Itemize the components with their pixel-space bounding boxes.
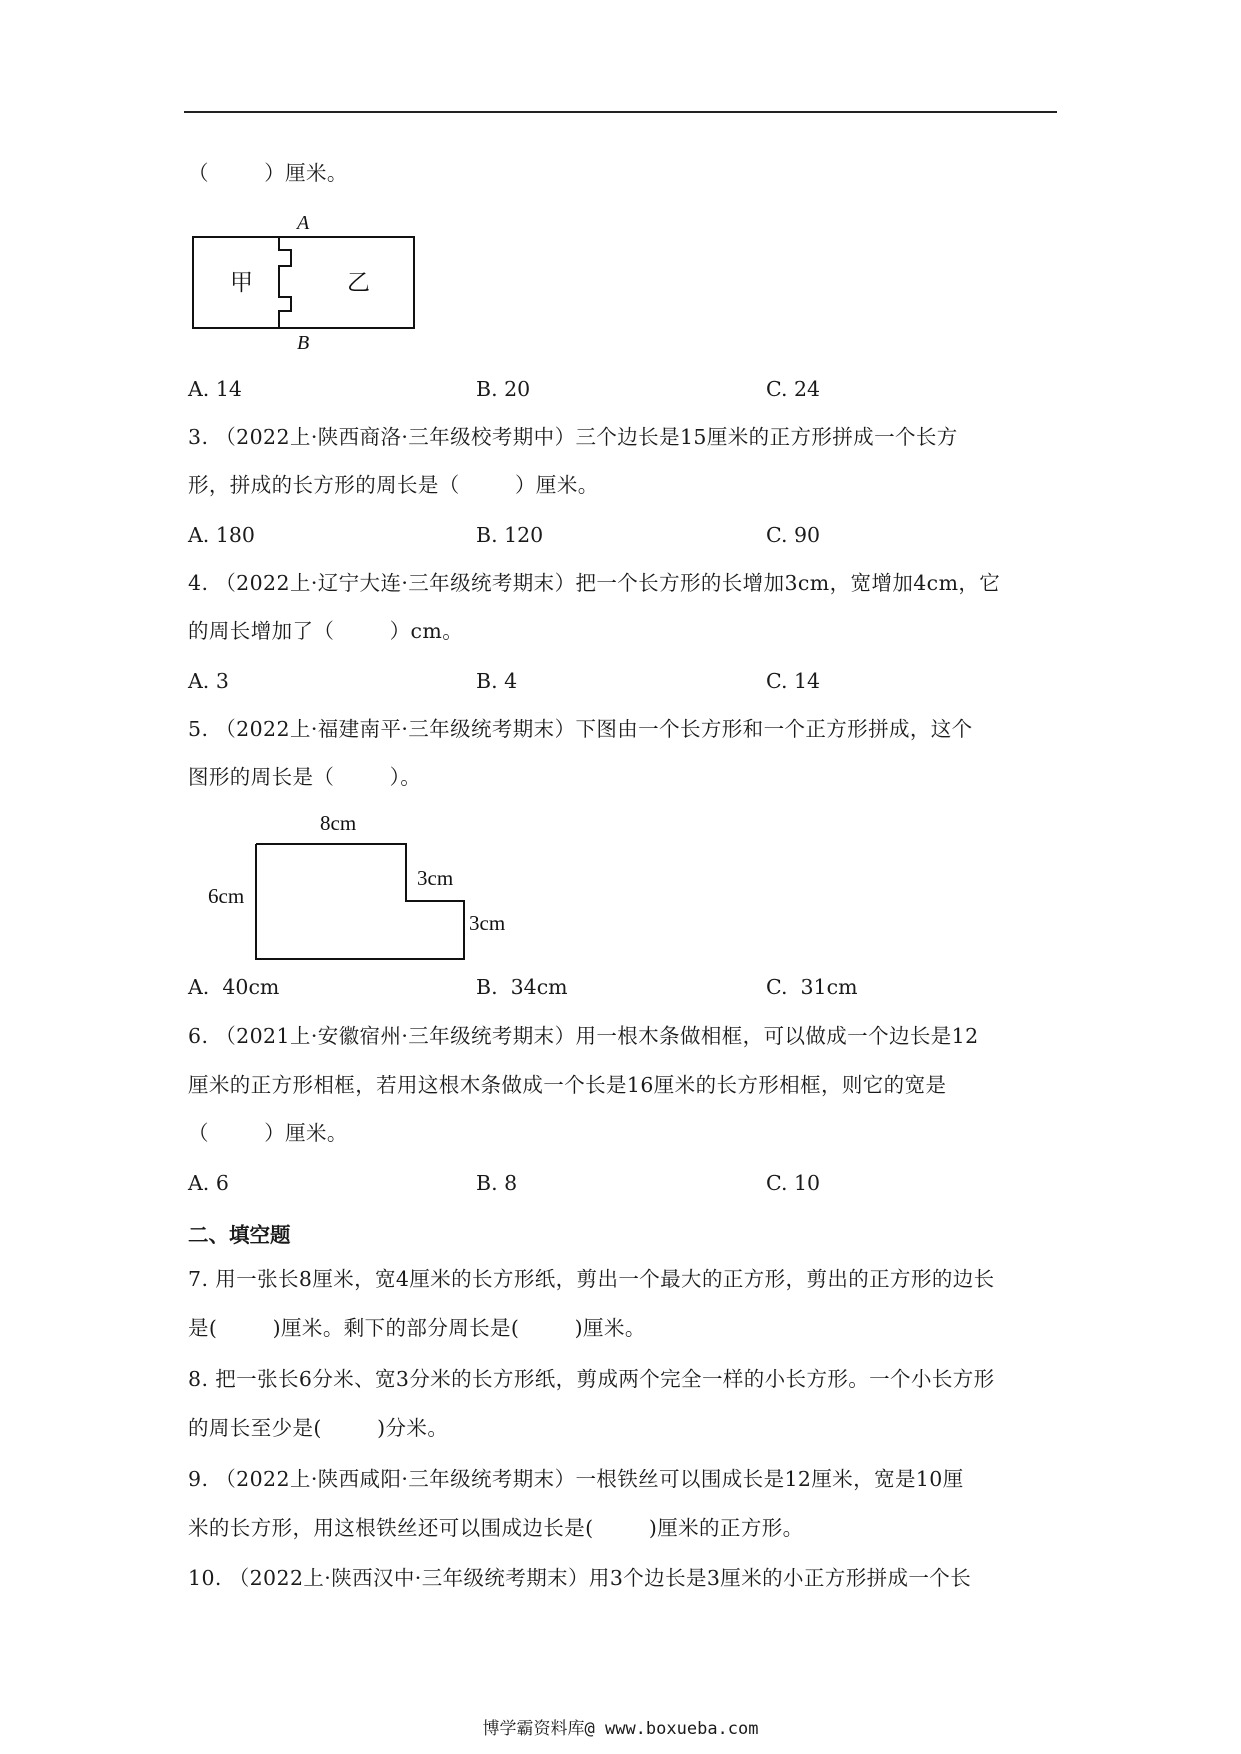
q3-line2: 形，拼成的长方形的周长是（ ）厘米。 (188, 473, 599, 497)
q2-option-c[interactable]: C. 24 (766, 377, 821, 401)
q9-line2: 米的长方形，用这根铁丝还可以围成边长是( )厘米的正方形。 (188, 1516, 804, 1540)
q2-figure (190, 212, 420, 362)
q2-label-right: 乙 (347, 270, 370, 295)
q5-label-right: 3cm (469, 911, 506, 935)
q6-option-c[interactable]: C. 10 (766, 1171, 821, 1195)
q6-line2: 厘米的正方形相框，若用这根木条做成一个长是16厘米的长方形相框，则它的宽是 (188, 1073, 947, 1097)
q10-line1: 10. （2022上·陕西汉中·三年级统考期末）用3个边长是3厘米的小正方形拼成一个长 (188, 1566, 972, 1590)
footer-watermark: 博学霸资料库@ www.boxueba.com (482, 1719, 759, 1739)
q6-line1: 6. （2021上·安徽宿州·三年级统考期末）用一根木条做相框，可以做成一个边长是12 (188, 1024, 979, 1048)
q2-label-a: A (297, 212, 310, 234)
q5-option-a[interactable]: A. 40cm (188, 975, 280, 999)
q5-label-top: 8cm (320, 811, 357, 835)
q3-option-c[interactable]: C. 90 (766, 523, 821, 547)
q6-option-b[interactable]: B. 8 (476, 1171, 518, 1195)
q4-line2: 的周长增加了（ ）cm。 (188, 619, 464, 643)
q2-option-a[interactable]: A. 14 (188, 377, 242, 401)
q3-option-a[interactable]: A. 180 (188, 523, 255, 547)
q8-line2: 的周长至少是( )分米。 (188, 1416, 449, 1440)
q3-line1: 3. （2022上·陕西商洛·三年级校考期中）三个边长是15厘米的正方形拼成一个长方 (188, 425, 958, 449)
header-rule (184, 111, 1057, 113)
q2-tail: （ ）厘米。 (188, 161, 348, 185)
q5-label-left: 6cm (208, 884, 245, 908)
q3-option-b[interactable]: B. 120 (476, 523, 544, 547)
q4-option-b[interactable]: B. 4 (476, 669, 518, 693)
q6-option-a[interactable]: A. 6 (188, 1171, 229, 1195)
q4-line1: 4. （2022上·辽宁大连·三年级统考期末）把一个长方形的长增加3cm，宽增加4cm，它 (188, 571, 1001, 595)
section-heading-fill-blank: 二、填空题 (188, 1223, 291, 1247)
q5-line2: 图形的周长是（ ）。 (188, 765, 422, 789)
q5-option-b[interactable]: B. 34cm (476, 975, 568, 999)
q9-line1: 9. （2022上·陕西咸阳·三年级统考期末）一根铁丝可以围成长是12厘米，宽是10厘 (188, 1467, 964, 1491)
q7-line2: 是( )厘米。剩下的部分周长是( )厘米。 (188, 1316, 646, 1340)
q4-option-c[interactable]: C. 14 (766, 669, 821, 693)
q2-option-b[interactable]: B. 20 (476, 377, 531, 401)
q5-option-c[interactable]: C. 31cm (766, 975, 858, 999)
q5-figure (205, 812, 525, 962)
q5-line1: 5. （2022上·福建南平·三年级统考期末）下图由一个长方形和一个正方形拼成，这个 (188, 717, 973, 741)
q2-label-b: B (297, 332, 310, 354)
q4-option-a[interactable]: A. 3 (188, 669, 229, 693)
q7-line1: 7. 用一张长8厘米，宽4厘米的长方形纸，剪出一个最大的正方形，剪出的正方形的边长 (188, 1267, 995, 1291)
q2-label-left: 甲 (230, 270, 253, 295)
q8-line1: 8. 把一张长6分米、宽3分米的长方形纸，剪成两个完全一样的小长方形。一个小长方形 (188, 1367, 995, 1391)
q6-line3: （ ）厘米。 (188, 1121, 348, 1145)
q5-label-step: 3cm (417, 866, 454, 890)
